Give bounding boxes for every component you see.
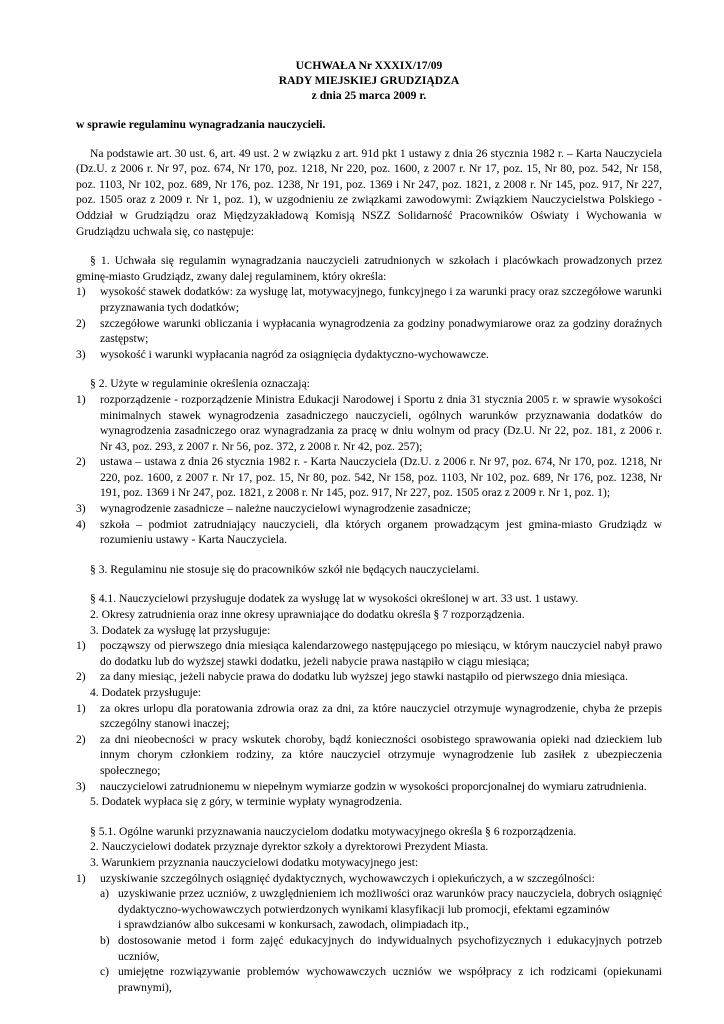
- list-item: [76, 347, 662, 363]
- list-item-number: 1): [76, 871, 86, 885]
- list-item-text: uzyskiwanie szczególnych osiągnięć dydaktycznych, wychowawczych i opiekuńczych, a w szczególności:: [100, 871, 595, 885]
- sub-list-item: [76, 964, 662, 995]
- list-item-number: 1): [76, 701, 86, 715]
- sub-list-item-letter: a): [100, 887, 110, 901]
- document-header: [76, 58, 662, 103]
- list-item-text: szkoła – podmiot zatrudniający nauczycieli, dla których organem prowadzącym jest gmina-miasto Grudziądz w rozumieniu ustawy - Karta Nauczyciela.: [100, 517, 662, 547]
- resolution-subject: w sprawie regulaminu wynagradzania nauczycieli.: [76, 118, 326, 131]
- section-4-paragraph-1: § 4.1. Nauczycielowi przysługuje dodatek za wysługę lat w wysokości określonej w art. 33 ust. 1 ustawy.: [90, 592, 579, 606]
- list-item: [76, 501, 662, 517]
- section-4-paragraph-3: 3. Dodatek za wysługę lat przysługuje:: [90, 623, 271, 637]
- list-item: [76, 871, 662, 887]
- list-item-text: szczegółowe warunki obliczania i wypłacania wynagrodzenia za godziny ponadwymiarowe oraz za godziny doraźnych zastępstw;: [100, 316, 662, 346]
- section-4-paragraph-2: 2. Okresy zatrudnienia oraz inne okresy uprawniające do dodatku określa § 7 rozporządzenia.: [90, 608, 525, 622]
- list-item: [76, 669, 662, 685]
- section-2-intro: § 2. Użyte w regulaminie określenia oznaczają:: [90, 377, 310, 391]
- list-item-number: 1): [76, 639, 86, 653]
- list-item-text: wynagrodzenie zasadnicze – należne nauczycielowi wynagrodzenie zasadnicze;: [100, 502, 471, 516]
- section-5-paragraph-3: 3. Warunkiem przyznania nauczycielowi dodatku motywacyjnego jest:: [90, 855, 419, 869]
- list-item-number: 1): [76, 392, 86, 406]
- section-5-paragraph-1: § 5.1. Ogólne warunki przyznawania nauczycielom dodatku motywacyjnego określa § 6 rozporządzenia.: [90, 824, 577, 838]
- list-item-number: 3): [76, 779, 86, 793]
- section-3: § 3. Regulaminu nie stosuje się do pracowników szkół nie będących nauczycielami.: [90, 562, 480, 576]
- list-item: [76, 732, 662, 779]
- section-1-intro: § 1. Uchwała się regulamin wynagradzania nauczycieli zatrudnionych w szkołach i placówkach prowadzonych przez gminę-miasto Grudziądz, zwany dalej regulaminem, który określa:: [76, 254, 662, 283]
- list-item-text: wysokość i warunki wypłacania nagród za osiągnięcia dydaktyczno-wychowawcze.: [100, 347, 489, 361]
- list-item-text: rozporządzenie - rozporządzenie Ministra Edukacji Narodowej i Sportu z dnia 31 stycznia 2005 r. w sprawie wysokości minimalnych stawek wynagrodzenia zasadniczego nauczycieli, ogólnych warunków przyznawania dodatków do wynagrodzenia zasadniczego oraz wynagradzania za pracę w dniu wolnym od pracy (Dz.U. Nr 22, poz. 181, z 2006 r. Nr 43, poz. 293, z 2007 r. Nr 56, poz. 372, z 2008 r. Nr 42, poz. 257);: [100, 392, 662, 453]
- list-item-text: za dany miesiąc, jeżeli nabycie prawa do dodatku lub wyższej jego stawki nastąpiło od pierwszego dnia miesiąca.: [100, 670, 628, 684]
- list-item: [76, 454, 662, 501]
- sub-list-item-letter: b): [100, 933, 110, 947]
- list-item-number: 3): [76, 347, 86, 361]
- list-item: [76, 284, 662, 315]
- list-item: [76, 517, 662, 548]
- list-item-number: 3): [76, 502, 86, 516]
- list-item-text: za okres urlopu dla poratowania zdrowia oraz za dni, za które nauczyciel otrzymuje wynagrodzenie, chyba że przepis szczególny stanowi inaczej;: [100, 701, 662, 731]
- list-item-number: 4): [76, 517, 86, 531]
- council-name: RADY MIEJSKIEJ GRUDZIĄDZA: [278, 74, 460, 87]
- list-item-number: 2): [76, 455, 86, 469]
- list-item-text: wysokość stawek dodatków: za wysługę lat, motywacyjnego, funkcyjnego i za warunki pracy oraz szczegółowe warunki przyznawania tych dodatków;: [100, 285, 662, 314]
- section-4-paragraph-4: 4. Dodatek przysługuje:: [90, 686, 202, 699]
- list-item: [76, 779, 662, 795]
- list-item-text: ustawa – ustawa z dnia 26 stycznia 1982 r. - Karta Nauczyciela (Dz.U. z 2006 r. Nr 97, poz. 674, Nr 170, poz. 1218, Nr 220, poz. 1600, z 2007 r. Nr 17, poz. 15, Nr 80, poz. 542, Nr 158, poz. 1103, Nr 102, poz. 689, Nr 176, poz. 1238, Nr 191, poz. 1369 i Nr 247, poz. 1821, z 2008 r. Nr 145, poz. 917, Nr 227, poz. 1505 oraz z 2009 r. Nr 1, poz. 1);: [100, 455, 662, 500]
- resolution-date: z dnia 25 marca 2009 r.: [311, 89, 427, 102]
- resolution-number: UCHWAŁA Nr XXXIX/17/09: [295, 59, 443, 72]
- list-item: [76, 316, 662, 347]
- sub-list-item-letter: c): [100, 965, 110, 979]
- preamble: Na podstawie art. 30 ust. 6, art. 49 ust. 2 w związku z art. 91d pkt 1 ustawy z dnia 26 stycznia 1982 r. – Karta Nauczyciela (Dz.U. z 2006 r. Nr 97, poz. 674, Nr 170, poz. 1218, Nr 220, poz. 1600, z 2007 r. Nr 17, poz. 15, Nr 80, poz. 542, Nr 158, poz. 1103, Nr 102, poz. 689, Nr 176, poz. 1238, Nr 191, poz. 1369 i Nr 247, poz. 1821, z 2008 r. Nr 145, poz. 917, Nr 227, poz. 1505 oraz z 2009 r. Nr 1, poz. 1), w uzgodnieniu ze związkami zawodowymi: Związkiem Nauczycielstwa Polskiego - Oddział w Grudziądzu oraz Międzyzakładową Komisją NSZZ Solidarność Pracowników Oświaty i Wychowania w Grudziądzu uchwala się, co następuje:: [76, 146, 662, 238]
- section-5-paragraph-2: 2. Nauczycielowi dodatek przyznaje dyrektor szkoły a dyrektorowi Prezydent Miasta.: [90, 840, 489, 854]
- list-item: [76, 638, 662, 669]
- list-item-text: począwszy od pierwszego dnia miesiąca kalendarzowego następującego po miesiącu, w którym nauczyciel nabył prawo do dodatku lub do wyższej stawki dodatku, jeżeli nabycie prawa nastąpiło w ciągu miesiąca;: [100, 639, 662, 668]
- sub-list-item-continuation: i sprawdzianów albo sukcesami w konkursach, zawodach, olimpiadach itp.,: [118, 918, 469, 932]
- list-item-text: za dni nieobecności w pracy wskutek choroby, bądź konieczności osobistego sprawowania opieki nad dzieckiem lub innym chorym członkiem rodziny, za które nauczyciel otrzymuje wynagrodzenie lub zasiłek z ubezpieczenia społecznego;: [100, 732, 662, 777]
- section-4-paragraph-5: 5. Dodatek wypłaca się z góry, w terminie wypłaty wynagrodzenia.: [90, 795, 403, 809]
- sub-list-item: [76, 886, 662, 917]
- list-item-number: 2): [76, 732, 86, 746]
- list-item-text: nauczycielowi zatrudnionemu w niepełnym wymiarze godzin w wysokości proporcjonalnej do wymiaru zatrudnienia.: [100, 779, 647, 793]
- sub-list-item-text: umiejętne rozwiązywanie problemów wychowawczych uczniów we współpracy z ich rodzicami (opiekunami prawnymi),: [118, 965, 662, 994]
- sub-list-item-text: dostosowanie metod i form zajęć edukacyjnych do indywidualnych psychofizycznych i edukacyjnych potrzeb uczniów,: [118, 933, 662, 963]
- list-item-number: 1): [76, 285, 86, 299]
- list-item: [76, 701, 662, 732]
- list-item: [76, 392, 662, 454]
- sub-list-item: [76, 933, 662, 964]
- list-item-number: 2): [76, 316, 86, 330]
- list-item-number: 2): [76, 670, 86, 684]
- sub-list-item-text: uzyskiwanie przez uczniów, z uwzględnieniem ich możliwości oraz warunków pracy nauczyciela, dobrych osiągnięć dydaktyczno-wychowawczych potwierdzonych wynikami klasyfikacji lub promocji, efektami egzaminów: [118, 887, 662, 916]
